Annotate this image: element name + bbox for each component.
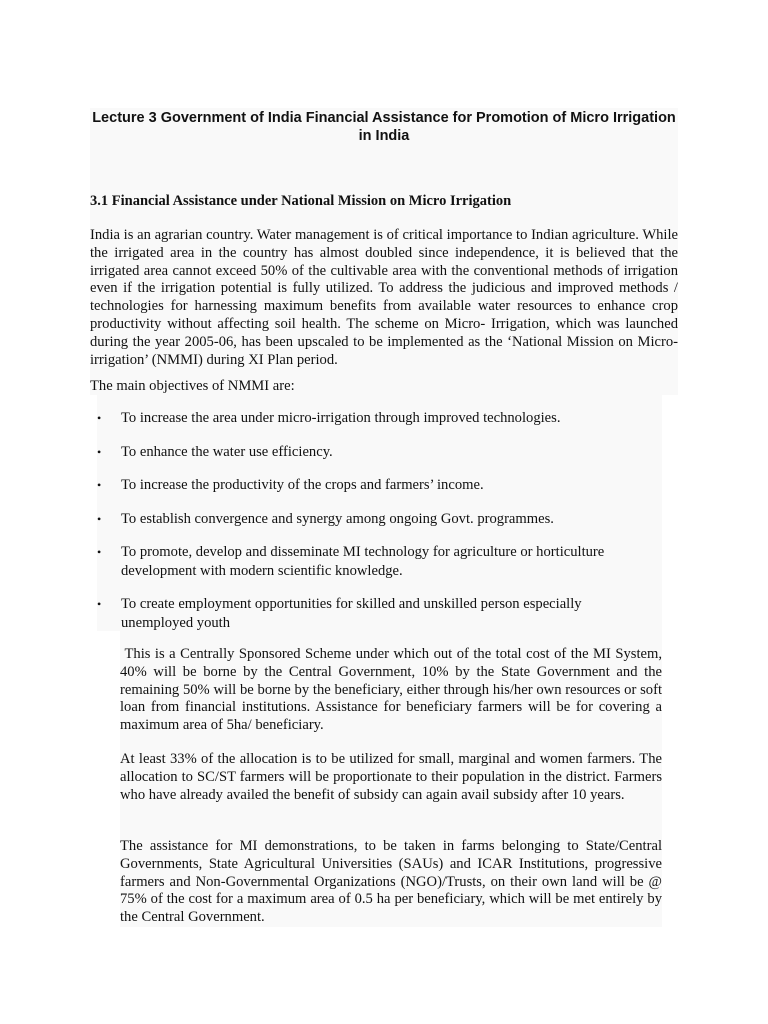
objective-text: To establish convergence and synergy among ongoing Govt. programmes.	[121, 510, 554, 527]
allocation-paragraph: At least 33% of the allocation is to be utilized for small, marginal and women farmers. The allocation to SC/ST farmers will be proportionate to their population in the district. Farmers who have already availed the benefit of subsidy can again avail subsidy after 10 years.	[120, 751, 662, 803]
demonstration-paragraph: The assistance for MI demonstrations, to be taken in farms belonging to State/Central Governments, State Agricultural Universities (SAUs) and ICAR Institutions, progressive farmers and Non-Governmental Organizations (NGO)/Trusts, on their own land will be @ 75% of the cost for a maximum area of 0.5 ha per beneficiary, which will be met entirely by the Central Government.	[120, 838, 662, 926]
objective-text: To promote, develop and disseminate MI technology for agriculture or horticulture development with modern scientific knowledge.	[121, 544, 605, 579]
objectives-lead: The main objectives of NMMI are:	[90, 378, 295, 394]
bullet-icon: •	[97, 411, 102, 425]
objective-text: To enhance the water use efficiency.	[121, 443, 333, 460]
list-item	[97, 409, 657, 428]
bullet-icon: •	[97, 545, 102, 559]
list-item	[97, 595, 657, 632]
list-item	[97, 476, 657, 495]
objective-text: To create employment opportunities for skilled and unskilled person especially unemployed youth	[121, 596, 582, 631]
section-heading: 3.1 Financial Assistance under National Mission on Micro Irrigation	[90, 193, 512, 209]
bullet-icon: •	[97, 597, 102, 611]
bullet-icon: •	[97, 444, 102, 459]
bullet-icon: •	[97, 511, 102, 526]
bullet-icon: •	[97, 478, 102, 492]
objective-text: To increase the productivity of the crops and farmers’ income.	[121, 477, 484, 493]
document-title: Lecture 3 Government of India Financial Assistance for Promotion of Micro Irrigation in India	[92, 110, 676, 144]
objective-text: To increase the area under micro-irrigation through improved technologies.	[121, 410, 561, 426]
intro-paragraph: India is an agrarian country. Water management is of critical importance to Indian agriculture. While the irrigated area in the country has almost doubled since independence, it is believed that the irrigated area cannot exceed 50% of the cultivable area with the conventional methods of irrigation even if the irrigation potential is fully utilized. To address the judicious and improved methods / technologies for harnessing maximum benefits from available water resources to enhance crop productivity without affecting soil health. The scheme on Micro- Irrigation, which was launched during the year 2005-06, has been upscaled to be implemented as the ‘National Mission on Micro-irrigation’ (NMMI) during XI Plan period.	[90, 227, 678, 368]
list-item	[97, 443, 657, 462]
objectives-list	[97, 409, 657, 647]
scheme-paragraph: This is a Centrally Sponsored Scheme under which out of the total cost of the MI System, 40% will be borne by the Central Government, 10% by the State Government and the remaining 50% will be borne by the beneficiary, either through his/her own resources or soft loan from financial institutions. Assistance for beneficiary farmers will be for covering a maximum area of 5ha/ beneficiary.	[120, 646, 666, 734]
list-item	[97, 510, 657, 529]
list-item	[97, 543, 657, 580]
